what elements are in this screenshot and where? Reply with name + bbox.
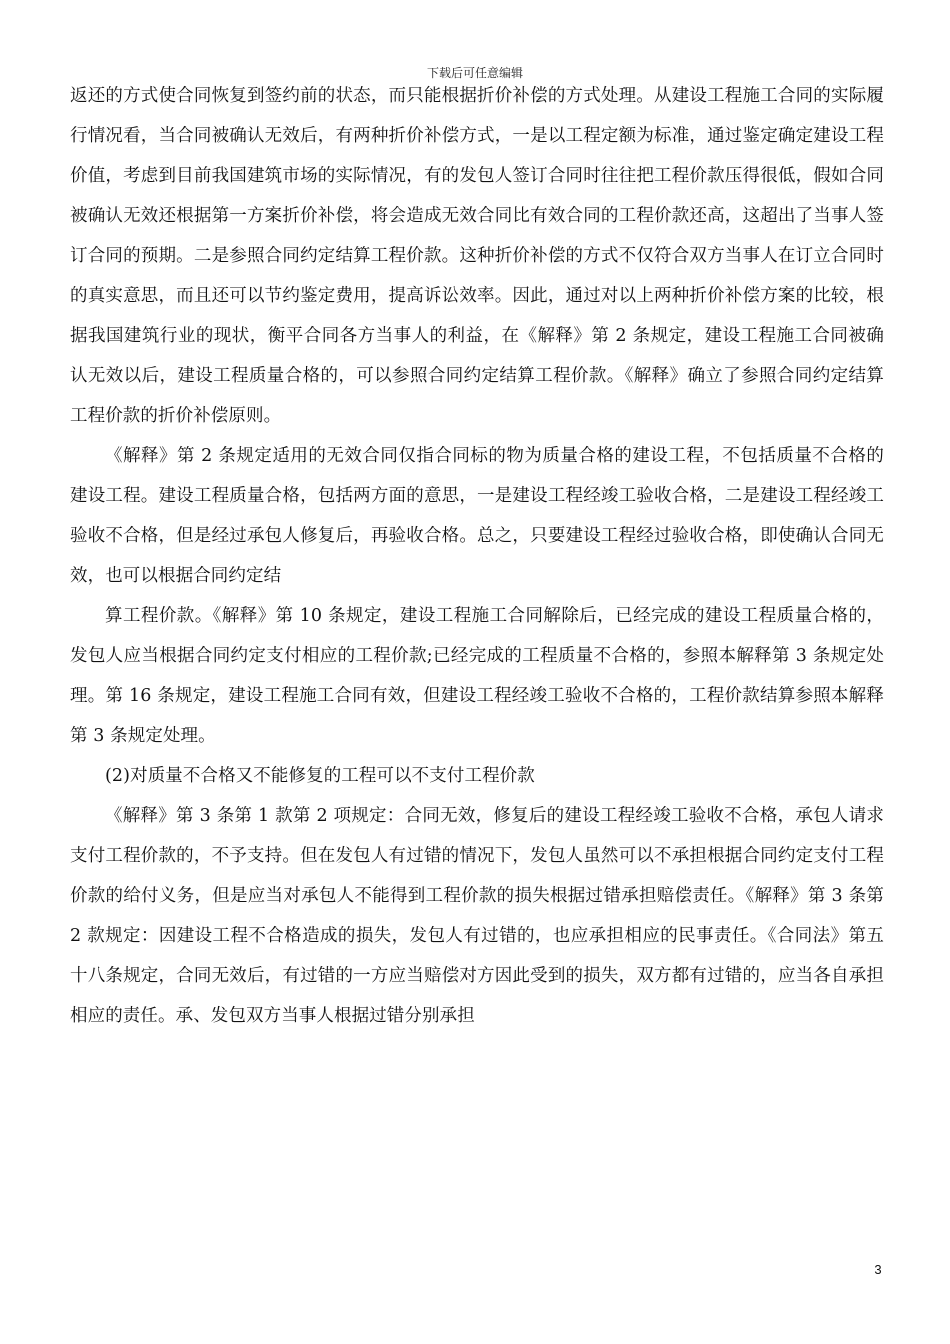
- document-body: [70, 76, 884, 1036]
- paragraph-1: 返还的方式使合同恢复到签约前的状态，而只能根据折价补偿的方式处理。从建设工程施工合同的实际履行情况看，当合同被确认无效后，有两种折价补偿方式，一是以工程定额为标准，通过鉴定确定建设工程价值，考虑到目前我国建筑市场的实际情况，有的发包人签订合同时往往把工程价款压得很低，假如合同被确认无效还根据第一方案折价补偿，将会造成无效合同比有效合同的工程价款还高，这超出了当事人签订合同的预期。二是参照合同约定结算工程价款。这种折价补偿的方式不仅符合双方当事人在订立合同时的真实意思，而且还可以节约鉴定费用，提高诉讼效率。因此，通过对以上两种折价补偿方案的比较，根据我国建筑行业的现状，衡平合同各方当事人的利益，在《解释》第 2 条规定，建设工程施工合同被确认无效以后，建设工程质量合格的，可以参照合同约定结算工程价款。《解释》确立了参照合同约定结算工程价款的折价补偿原则。: [70, 86, 884, 426]
- paragraph-2: 《解释》第 2 条规定适用的无效合同仅指合同标的物为质量合格的建设工程，不包括质量不合格的建设工程。建设工程质量合格，包括两方面的意思，一是建设工程经竣工验收合格，二是建设工程经竣工验收不合格，但是经过承包人修复后，再验收合格。总之，只要建设工程经过验收合格，即使确认合同无效，也可以根据合同约定结: [70, 446, 884, 586]
- paragraph-5: 《解释》第 3 条第 1 款第 2 项规定：合同无效，修复后的建设工程经竣工验收不合格，承包人请求支付工程价款的，不予支持。但在发包人有过错的情况下，发包人虽然可以不承担根据合同约定支付工程价款的给付义务，但是应当对承包人不能得到工程价款的损失根据过错承担赔偿责任。《解释》第 3 条第 2 款规定：因建设工程不合格造成的损失，发包人有过错的，也应承担相应的民事责任。《合同法》第五十八条规定，合同无效后，有过错的一方应当赔偿对方因此受到的损失，双方都有过错的，应当各自承担相应的责任。承、发包双方当事人根据过错分别承担: [70, 806, 884, 1026]
- paragraph-3: 算工程价款。《解释》第 10 条规定，建设工程施工合同解除后，已经完成的建设工程质量合格的，发包人应当根据合同约定支付相应的工程价款;已经完成的工程质量不合格的，参照本解释第 3 条规定处理。第 16 条规定，建设工程施工合同有效，但建设工程经竣工验收不合格的，工程价款结算参照本解释第 3 条规定处理。: [70, 606, 884, 746]
- section-heading: (2)对质量不合格又不能修复的工程可以不支付工程价款: [105, 766, 535, 786]
- page-number: 3: [874, 1262, 882, 1277]
- page-header: 下载后可任意编辑: [426, 66, 523, 80]
